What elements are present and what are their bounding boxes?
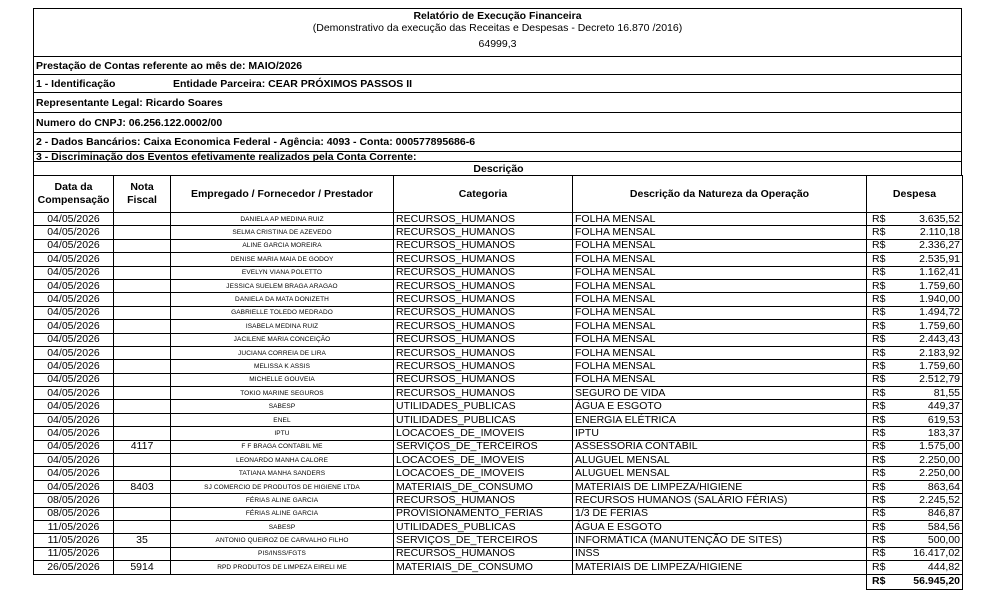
table-row <box>34 413 963 426</box>
cell-despesa: 3.635,52 <box>895 213 963 226</box>
cell-natureza: FOLHA MENSAL <box>573 346 867 359</box>
cell-currency: R$ <box>867 467 895 480</box>
cell-currency: R$ <box>867 427 895 440</box>
cell-categoria: RECURSOS_HUMANOS <box>394 360 573 373</box>
cell-natureza: INSS <box>573 547 867 560</box>
cell-date: 04/05/2026 <box>34 306 114 319</box>
cell-despesa: 2.250,00 <box>895 467 963 480</box>
cell-currency: R$ <box>867 561 895 574</box>
entidade-parceira: Entidade Parceira: CEAR PRÓXIMOS PASSOS II <box>173 77 413 90</box>
cell-categoria: MATERIAIS_DE_CONSUMO <box>394 480 573 493</box>
cell-currency: R$ <box>867 279 895 292</box>
col-header-categoria: Categoria <box>394 176 573 213</box>
cell-empregado: JESSICA SUELEM BRAGA ARAGAO <box>171 279 394 292</box>
col-header-nota: Nota Fiscal <box>114 176 171 213</box>
cell-despesa: 1.759,60 <box>895 320 963 333</box>
cell-date: 04/05/2026 <box>34 320 114 333</box>
cell-currency: R$ <box>867 454 895 467</box>
cell-despesa: 846,87 <box>895 507 963 520</box>
cell-despesa: 444,82 <box>895 561 963 574</box>
cell-nota-fiscal <box>114 320 171 333</box>
total-currency: R$ <box>867 574 895 589</box>
cell-currency: R$ <box>867 480 895 493</box>
cell-despesa: 2.443,43 <box>895 333 963 346</box>
cell-date: 04/05/2026 <box>34 387 114 400</box>
cell-nota-fiscal: 35 <box>114 534 171 547</box>
table-row <box>34 454 963 467</box>
cell-nota-fiscal <box>114 387 171 400</box>
cell-empregado: SELMA CRISTINA DE AZEVEDO <box>171 226 394 239</box>
financial-report <box>33 8 962 590</box>
table-row <box>34 253 963 266</box>
cell-nota-fiscal <box>114 507 171 520</box>
cell-despesa: 1.494,72 <box>895 306 963 319</box>
cell-despesa: 16.417,02 <box>895 547 963 560</box>
cell-date: 04/05/2026 <box>34 400 114 413</box>
cell-natureza: ÁGUA E ESGOTO <box>573 520 867 533</box>
discriminacao-line: 3 - Discriminação dos Eventos efetivamente realizados pela Conta Corrente: <box>33 151 962 161</box>
table-row <box>34 467 963 480</box>
cell-empregado: FÉRIAS ALINE GARCIA <box>171 507 394 520</box>
cell-natureza: ÁGUA E ESGOTO <box>573 400 867 413</box>
total-spacer <box>34 574 867 589</box>
transactions-table <box>33 175 963 590</box>
cell-currency: R$ <box>867 520 895 533</box>
cell-empregado: IPTU <box>171 427 394 440</box>
cell-date: 04/05/2026 <box>34 253 114 266</box>
table-row <box>34 346 963 359</box>
cell-natureza: 1/3 DE FÉRIAS <box>573 507 867 520</box>
cell-currency: R$ <box>867 226 895 239</box>
cell-categoria: RECURSOS_HUMANOS <box>394 306 573 319</box>
cell-categoria: RECURSOS_HUMANOS <box>394 213 573 226</box>
cell-categoria: RECURSOS_HUMANOS <box>394 333 573 346</box>
cell-date: 04/05/2026 <box>34 226 114 239</box>
cell-empregado: TATIANA MANHA SANDERS <box>171 467 394 480</box>
cell-natureza: FOLHA MENSAL <box>573 293 867 306</box>
cell-categoria: SERVIÇOS_DE_TERCEIROS <box>394 440 573 453</box>
cell-currency: R$ <box>867 360 895 373</box>
cell-despesa: 2.250,00 <box>895 454 963 467</box>
cell-nota-fiscal <box>114 213 171 226</box>
cell-despesa: 863,64 <box>895 480 963 493</box>
cell-despesa: 2.336,27 <box>895 239 963 252</box>
cell-date: 11/05/2026 <box>34 547 114 560</box>
cell-empregado: EVELYN VIANA POLETTO <box>171 266 394 279</box>
cell-despesa: 2.245,52 <box>895 494 963 507</box>
cell-natureza: RECURSOS HUMANOS (SALÁRIO FÉRIAS) <box>573 494 867 507</box>
cell-natureza: FOLHA MENSAL <box>573 253 867 266</box>
cell-categoria: RECURSOS_HUMANOS <box>394 320 573 333</box>
cell-empregado: SABESP <box>171 400 394 413</box>
cell-currency: R$ <box>867 306 895 319</box>
cell-date: 26/05/2026 <box>34 561 114 574</box>
cell-empregado: ISABELA MEDINA RUIZ <box>171 320 394 333</box>
cell-despesa: 81,55 <box>895 387 963 400</box>
cell-empregado: TOKIO MARINE SEGUROS <box>171 387 394 400</box>
cell-nota-fiscal <box>114 360 171 373</box>
report-number: 64999,3 <box>478 38 517 50</box>
cell-empregado: DANIELA DA MATA DONIZETH <box>171 293 394 306</box>
representante-line: Representante Legal: Ricardo Soares <box>33 92 962 112</box>
cell-categoria: UTILIDADES_PUBLICAS <box>394 520 573 533</box>
cell-despesa: 449,37 <box>895 400 963 413</box>
identificacao-label: 1 - Identificação <box>36 77 116 90</box>
cell-currency: R$ <box>867 547 895 560</box>
cell-categoria: RECURSOS_HUMANOS <box>394 547 573 560</box>
table-row <box>34 440 963 453</box>
cell-natureza: FOLHA MENSAL <box>573 239 867 252</box>
cell-date: 04/05/2026 <box>34 346 114 359</box>
cell-date: 04/05/2026 <box>34 279 114 292</box>
table-row <box>34 266 963 279</box>
cell-despesa: 1.759,60 <box>895 360 963 373</box>
table-row <box>34 561 963 574</box>
total-value: 56.945,20 <box>895 574 963 589</box>
cell-categoria: PROVISIONAMENTO_FERIAS <box>394 507 573 520</box>
cell-natureza: ALUGUEL MENSAL <box>573 454 867 467</box>
cell-natureza: IPTU <box>573 427 867 440</box>
cell-despesa: 619,53 <box>895 413 963 426</box>
cell-date: 04/05/2026 <box>34 213 114 226</box>
cell-natureza: FOLHA MENSAL <box>573 213 867 226</box>
cell-nota-fiscal <box>114 467 171 480</box>
table-row <box>34 333 963 346</box>
cell-empregado: DANIELA AP MEDINA RUIZ <box>171 213 394 226</box>
cell-currency: R$ <box>867 333 895 346</box>
cell-natureza: FOLHA MENSAL <box>573 360 867 373</box>
cell-date: 04/05/2026 <box>34 373 114 386</box>
cell-categoria: RECURSOS_HUMANOS <box>394 293 573 306</box>
cell-nota-fiscal <box>114 520 171 533</box>
cell-currency: R$ <box>867 373 895 386</box>
cell-natureza: ASSESSORIA CONTÁBIL <box>573 440 867 453</box>
cell-empregado: F F BRAGA CONTABIL ME <box>171 440 394 453</box>
cell-natureza: INFORMÁTICA (MANUTENÇÃO DE SITES) <box>573 534 867 547</box>
cell-empregado: MICHELLE GOUVEIA <box>171 373 394 386</box>
cell-currency: R$ <box>867 400 895 413</box>
cell-despesa: 2.183,92 <box>895 346 963 359</box>
cell-nota-fiscal <box>114 266 171 279</box>
cell-currency: R$ <box>867 440 895 453</box>
cell-nota-fiscal <box>114 400 171 413</box>
cell-empregado: JACILENE MARIA CONCEIÇÃO <box>171 333 394 346</box>
cell-natureza: FOLHA MENSAL <box>573 226 867 239</box>
prestacao-line: Prestação de Contas referente ao mês de: MAIO/2026 <box>33 56 962 74</box>
table-row <box>34 387 963 400</box>
cell-currency: R$ <box>867 266 895 279</box>
cell-date: 04/05/2026 <box>34 413 114 426</box>
cell-categoria: RECURSOS_HUMANOS <box>394 239 573 252</box>
table-row <box>34 293 963 306</box>
cell-despesa: 183,37 <box>895 427 963 440</box>
cell-natureza: FOLHA MENSAL <box>573 373 867 386</box>
cell-categoria: MATERIAIS_DE_CONSUMO <box>394 561 573 574</box>
cell-currency: R$ <box>867 346 895 359</box>
cell-currency: R$ <box>867 253 895 266</box>
cell-empregado: SABESP <box>171 520 394 533</box>
cell-currency: R$ <box>867 320 895 333</box>
table-row <box>34 279 963 292</box>
cell-nota-fiscal <box>114 279 171 292</box>
cell-nota-fiscal: 4117 <box>114 440 171 453</box>
cell-despesa: 2.512,79 <box>895 373 963 386</box>
cell-despesa: 1.759,60 <box>895 279 963 292</box>
cell-date: 04/05/2026 <box>34 293 114 306</box>
cell-despesa: 500,00 <box>895 534 963 547</box>
table-row <box>34 547 963 560</box>
table-row <box>34 360 963 373</box>
cell-nota-fiscal <box>114 293 171 306</box>
report-header <box>33 8 962 56</box>
cell-date: 04/05/2026 <box>34 360 114 373</box>
cell-empregado: JUCIANA CORREIA DE LIRA <box>171 346 394 359</box>
cell-categoria: RECURSOS_HUMANOS <box>394 226 573 239</box>
identificacao-line <box>33 74 962 92</box>
cell-categoria: UTILIDADES_PUBLICAS <box>394 400 573 413</box>
cell-natureza: MATERIAIS DE LIMPEZA/HIGIENE <box>573 561 867 574</box>
cell-nota-fiscal: 5914 <box>114 561 171 574</box>
cell-date: 04/05/2026 <box>34 333 114 346</box>
cell-empregado: SJ COMERCIO DE PRODUTOS DE HIGIENE LTDA <box>171 480 394 493</box>
cell-empregado: PIS/INSS/FGTS <box>171 547 394 560</box>
cell-natureza: FOLHA MENSAL <box>573 266 867 279</box>
cell-currency: R$ <box>867 213 895 226</box>
cell-categoria: RECURSOS_HUMANOS <box>394 373 573 386</box>
cell-despesa: 2.535,91 <box>895 253 963 266</box>
cell-date: 04/05/2026 <box>34 239 114 252</box>
cell-nota-fiscal <box>114 373 171 386</box>
cell-natureza: ALUGUEL MENSAL <box>573 467 867 480</box>
table-row <box>34 400 963 413</box>
cell-currency: R$ <box>867 534 895 547</box>
report-subtitle: (Demonstrativo da execução das Receitas e Despesas - Decreto 16.870 /2016) <box>312 22 683 34</box>
cell-despesa: 1.575,00 <box>895 440 963 453</box>
cell-empregado: GABRIELLE TOLEDO MEDRADO <box>171 306 394 319</box>
cell-nota-fiscal <box>114 413 171 426</box>
col-header-empregado: Empregado / Fornecedor / Prestador <box>171 176 394 213</box>
cell-currency: R$ <box>867 507 895 520</box>
cell-natureza: MATERIAIS DE LIMPEZA/HIGIENE <box>573 480 867 493</box>
cell-natureza: FOLHA MENSAL <box>573 279 867 292</box>
cell-date: 04/05/2026 <box>34 454 114 467</box>
table-row <box>34 507 963 520</box>
table-body <box>34 213 963 575</box>
cell-currency: R$ <box>867 293 895 306</box>
cell-currency: R$ <box>867 494 895 507</box>
cell-natureza: FOLHA MENSAL <box>573 306 867 319</box>
cell-empregado: FÉRIAS ALINE GARCIA <box>171 494 394 507</box>
cell-date: 08/05/2026 <box>34 494 114 507</box>
cell-date: 04/05/2026 <box>34 440 114 453</box>
col-header-date: Data da Compensação <box>34 176 114 213</box>
cell-date: 11/05/2026 <box>34 534 114 547</box>
cell-despesa: 1.162,41 <box>895 266 963 279</box>
cell-nota-fiscal <box>114 547 171 560</box>
cell-despesa: 1.940,00 <box>895 293 963 306</box>
cell-categoria: RECURSOS_HUMANOS <box>394 279 573 292</box>
col-header-natureza: Descrição da Natureza da Operação <box>573 176 867 213</box>
cell-date: 11/05/2026 <box>34 520 114 533</box>
cell-despesa: 584,56 <box>895 520 963 533</box>
cell-date: 04/05/2026 <box>34 480 114 493</box>
cell-empregado: LEONARDO MANHA CALORE <box>171 454 394 467</box>
table-row <box>34 427 963 440</box>
cell-nota-fiscal <box>114 226 171 239</box>
cell-date: 04/05/2026 <box>34 467 114 480</box>
cell-categoria: UTILIDADES_PUBLICAS <box>394 413 573 426</box>
table-row <box>34 213 963 226</box>
cell-categoria: RECURSOS_HUMANOS <box>394 387 573 400</box>
descricao-line: Descrição <box>33 161 962 175</box>
cell-nota-fiscal <box>114 494 171 507</box>
cell-natureza: ENERGIA ELÉTRICA <box>573 413 867 426</box>
cell-natureza: FOLHA MENSAL <box>573 333 867 346</box>
cell-empregado: MELISSA K ASSIS <box>171 360 394 373</box>
cell-currency: R$ <box>867 413 895 426</box>
cell-empregado: RPD PRODUTOS DE LIMPEZA EIRELI ME <box>171 561 394 574</box>
cell-currency: R$ <box>867 239 895 252</box>
cell-natureza: SEGURO DE VIDA <box>573 387 867 400</box>
col-header-despesa: Despesa <box>867 176 963 213</box>
cell-categoria: LOCACOES_DE_IMOVEIS <box>394 454 573 467</box>
report-title: Relatório de Execução Financeira <box>413 10 582 22</box>
cell-nota-fiscal <box>114 253 171 266</box>
cell-empregado: DENISE MARIA MAIA DE GODOY <box>171 253 394 266</box>
cell-categoria: RECURSOS_HUMANOS <box>394 266 573 279</box>
cell-nota-fiscal <box>114 454 171 467</box>
cell-nota-fiscal: 8403 <box>114 480 171 493</box>
total-row <box>34 574 963 589</box>
cell-categoria: RECURSOS_HUMANOS <box>394 346 573 359</box>
cnpj-line: Numero do CNPJ: 06.256.122.0002/00 <box>33 112 962 132</box>
cell-natureza: FOLHA MENSAL <box>573 320 867 333</box>
cell-currency: R$ <box>867 387 895 400</box>
cell-nota-fiscal <box>114 239 171 252</box>
cell-date: 04/05/2026 <box>34 266 114 279</box>
table-row <box>34 306 963 319</box>
table-row <box>34 480 963 493</box>
cell-date: 08/05/2026 <box>34 507 114 520</box>
table-row <box>34 226 963 239</box>
cell-empregado: ENEL <box>171 413 394 426</box>
cell-despesa: 2.110,18 <box>895 226 963 239</box>
table-row <box>34 373 963 386</box>
table-row <box>34 320 963 333</box>
cell-categoria: RECURSOS_HUMANOS <box>394 494 573 507</box>
cell-nota-fiscal <box>114 427 171 440</box>
cell-date: 04/05/2026 <box>34 427 114 440</box>
table-header-row <box>34 176 963 213</box>
table-row <box>34 520 963 533</box>
table-row <box>34 494 963 507</box>
table-row <box>34 239 963 252</box>
cell-categoria: LOCACOES_DE_IMOVEIS <box>394 427 573 440</box>
cell-categoria: SERVIÇOS_DE_TERCEIROS <box>394 534 573 547</box>
cell-empregado: ANTONIO QUEIROZ DE CARVALHO FILHO <box>171 534 394 547</box>
cell-nota-fiscal <box>114 333 171 346</box>
cell-categoria: RECURSOS_HUMANOS <box>394 253 573 266</box>
table-row <box>34 534 963 547</box>
cell-nota-fiscal <box>114 306 171 319</box>
cell-empregado: ALINE GARCIA MOREIRA <box>171 239 394 252</box>
cell-categoria: LOCACOES_DE_IMOVEIS <box>394 467 573 480</box>
bank-data-line: 2 - Dados Bancários: Caixa Economica Federal - Agência: 4093 - Conta: 000577895686-6 <box>33 132 962 151</box>
cell-nota-fiscal <box>114 346 171 359</box>
